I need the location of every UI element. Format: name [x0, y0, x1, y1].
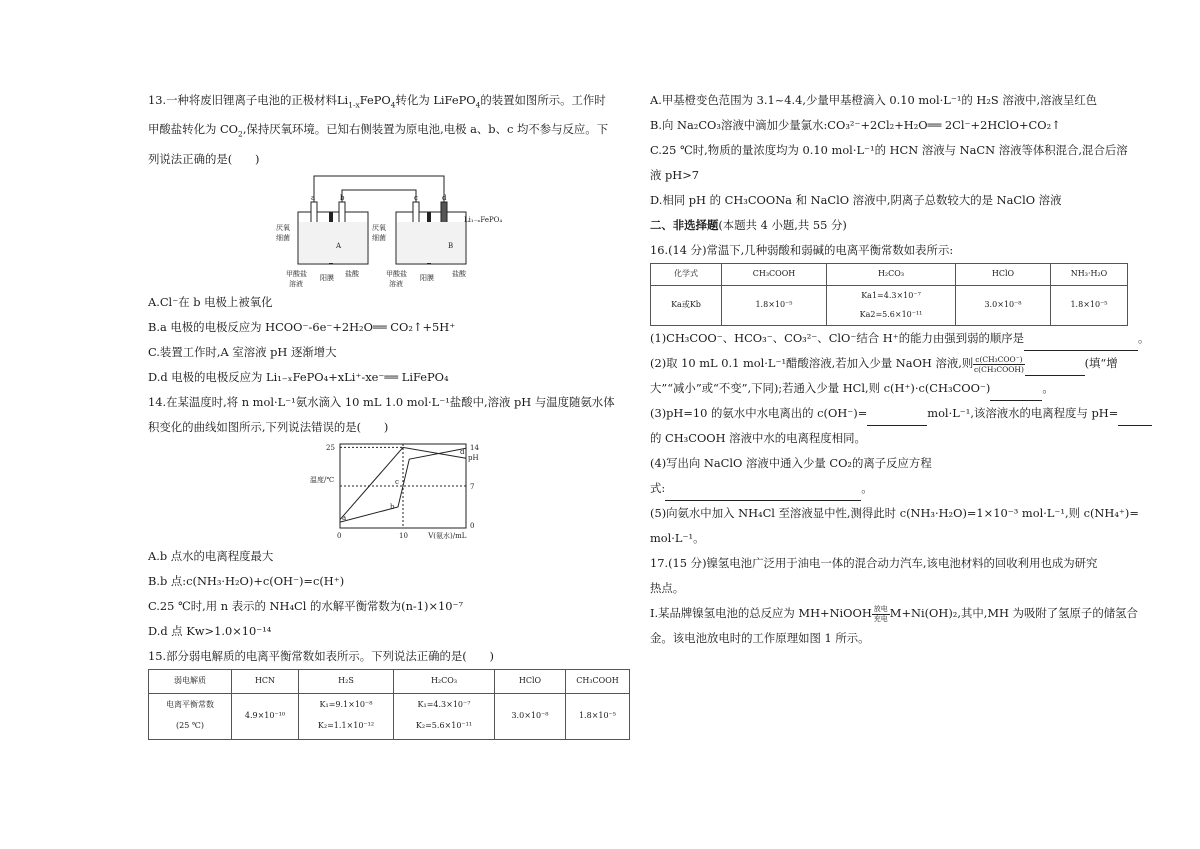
- q13-stem-line1: [148, 88, 634, 117]
- x-axis-label: V(氨水)/mL: [428, 531, 467, 540]
- right-tick-label: 14: [470, 443, 479, 452]
- right-column: [650, 88, 1150, 651]
- section-2-heading: [650, 213, 1128, 238]
- q17-stem-line1: 17.(15 分)镍氢电池广泛用于油电一体的混合动力汽车,该电池材料的回收利用也成为研究: [650, 556, 1098, 570]
- q16-part1-text: (1)CH₃COO⁻、HCO₃⁻、CO₃²⁻、ClO⁻结合 H⁺的能力由强到弱的顺序是: [650, 331, 1025, 345]
- q16-blank-2[interactable]: [1025, 363, 1085, 376]
- q16-part4-line2: [650, 476, 1128, 501]
- q16-part3-line1: [650, 401, 1128, 426]
- right-microbe-label2: 细菌: [372, 233, 386, 242]
- q15-cell-h2co3: [394, 693, 495, 739]
- q15-row-label-1: 电离平衡常数: [166, 700, 214, 710]
- q15-h2co3-k1: K₁=4.3×10⁻⁷: [417, 700, 471, 710]
- left-microbe-label: 厌氧: [276, 223, 290, 232]
- q15-option-b: B.向 Na₂CO₃溶液中滴加少量氯水:CO₃²⁻+2Cl₂+H₂O══ 2Cl⁻+2HClO+CO₂↑: [650, 118, 1061, 132]
- q13-option-c: C.装置工作时,A 室溶液 pH 逐渐增大: [148, 344, 337, 359]
- q15-cell-hclo: 3.0×10⁻⁸: [495, 693, 566, 739]
- q15-cell-h2s: [299, 693, 394, 739]
- q16-cell-ch3cooh: 1.8×10⁻⁵: [722, 286, 827, 326]
- q15-cell-hcn: 4.9×10⁻¹⁰: [232, 693, 299, 739]
- q16-row-label: Ka或Kb: [651, 286, 722, 326]
- q16-fraction: [973, 355, 1024, 374]
- q16-part3-text-b: mol·L⁻¹,该溶液水的电离程度与 pH=: [927, 406, 1119, 420]
- reaction-arrow: [872, 605, 890, 624]
- bottom-right-1: 甲酸盐: [386, 269, 407, 278]
- q17-part1-text: Ⅰ.某品牌镍氢电池的总反应为 MH+NiOOH: [650, 606, 872, 620]
- q14-option-d: D.d 点 Kw>1.0×10⁻¹⁴: [148, 623, 272, 638]
- point-label-c: c: [395, 477, 399, 486]
- y-tick-label: 25: [326, 443, 335, 452]
- arrow-discharge-label: 放电: [873, 604, 888, 613]
- q16-h2co3-ka1: Ka1=4.3×10⁻⁷: [861, 290, 921, 300]
- q16-h2co3-ka2: Ka2=5.6×10⁻¹¹: [859, 309, 923, 319]
- q16-part2-text-c: 大”“减小”或“不变”,下同);若通入少量 HCl,则 c(H⁺)·c(CH₃COO⁻): [650, 381, 991, 395]
- q15-header: CH₃COOH: [566, 669, 630, 693]
- bottom-right-3: 盐酸: [452, 269, 466, 278]
- bottom-left-3: 盐酸: [345, 269, 359, 278]
- q16-header: 化学式: [651, 264, 722, 286]
- q14-option-a: A.b 点水的电离程度最大: [148, 548, 274, 563]
- q15-stem: 15.部分弱电解质的电离平衡常数如表所示。下列说法正确的是( ): [148, 648, 494, 663]
- q13-option-a: A.Cl⁻在 b 电极上被氧化: [148, 294, 273, 309]
- q16-part3-text: (3)pH=10 的氨水中水电离出的 c(OH⁻)=: [650, 406, 868, 420]
- q13-sub2: 2: [238, 129, 243, 139]
- q16-part2-text-b: (填“增: [1084, 356, 1118, 370]
- label-d: d: [442, 193, 447, 202]
- q15-row-label-2: (25 ℃): [176, 721, 204, 731]
- q15-option-a: A.甲基橙变色范围为 3.1~4.4,少量甲基橙滴入 0.10 mol·L⁻¹的 H₂S 溶液中,溶液呈红色: [650, 93, 1098, 107]
- bottom-left-1b: 溶液: [289, 279, 303, 288]
- q16-header: NH₃·H₂O: [1051, 264, 1128, 286]
- q15-option-c2: 液 pH>7: [650, 168, 700, 182]
- section-2-title: 二、非选择题: [650, 218, 719, 232]
- q16-part5-line2: mol·L⁻¹。: [650, 531, 705, 545]
- q16-header: HClO: [956, 264, 1051, 286]
- x-tick-label: 0: [337, 531, 342, 540]
- q16-part4-end: 。: [861, 481, 873, 495]
- q16-part2-line1: [650, 351, 1128, 376]
- bottom-left-1: 甲酸盐: [286, 269, 307, 278]
- q16-part2-end: 。: [1042, 381, 1054, 395]
- series-line-ph: [340, 448, 466, 522]
- left-column: [148, 88, 634, 740]
- q16-blank-1[interactable]: [1024, 338, 1138, 351]
- q16-stem: 16.(14 分)常温下,几种弱酸和弱碱的电离平衡常数如表所示:: [650, 243, 954, 257]
- q16-cell-h2co3: [827, 286, 956, 326]
- q16-cell-hclo: 3.0×10⁻⁸: [956, 286, 1051, 326]
- electrolysis-figure: [148, 172, 634, 290]
- y-axis-label: 温度/℃: [310, 475, 335, 484]
- q13-sub4: 4: [390, 100, 396, 110]
- q15-header: HCN: [232, 669, 299, 693]
- right-tick-label: 0: [470, 521, 475, 530]
- section-2-desc: (本题共 4 小题,共 55 分): [718, 218, 847, 232]
- bottom-left-2: 阳膜: [320, 273, 334, 282]
- bottom-right-2: 阳膜: [420, 273, 434, 282]
- right-tick-label: 7: [470, 482, 475, 491]
- point-label-a: a: [342, 513, 347, 522]
- q13-option-d: D.d 电极的电极反应为 Li₁₋ₓFePO₄+xLi⁺-xe⁻══ LiFePO₄: [148, 369, 449, 384]
- label-c: c: [414, 193, 418, 202]
- point-label-b: b: [389, 502, 395, 511]
- q16-part4-text: 式:: [650, 481, 666, 495]
- q13-stem-part: 甲酸盐转化为 CO: [148, 122, 239, 137]
- q14-option-b: B.b 点:c(NH₃·H₂O)+c(OH⁻)=c(H⁺): [148, 573, 345, 588]
- q14-stem-line2: 积变化的曲线如图所示,下列说法错误的是( ): [148, 419, 389, 434]
- q15-h2s-k1: K₁=9.1×10⁻⁸: [319, 700, 373, 710]
- q15-h2co3-k2: K₂=5.6×10⁻¹¹: [415, 721, 473, 731]
- q17-part1-line2: 金。该电池放电时的工作原理如图 1 所示。: [650, 631, 870, 645]
- q15-header: H₂CO₃: [394, 669, 495, 693]
- q15-cell-ch3cooh: 1.8×10⁻⁵: [566, 693, 630, 739]
- q16-cell-nh3: 1.8×10⁻⁵: [1051, 286, 1128, 326]
- q15-option-c1: C.25 ℃时,物质的量浓度均为 0.10 mol·L⁻¹的 HCN 溶液与 NaCN 溶液等体积混合,混合后溶: [650, 143, 1128, 157]
- q16-part5-line1: (5)向氨水中加入 NH₄Cl 至溶液显中性,测得此时 c(NH₃·H₂O)=1×10⁻³ mol·L⁻¹,则 c(NH₄⁺)=: [650, 506, 1139, 520]
- q16-header: H₂CO₃: [827, 264, 956, 286]
- right-axis-label: pH: [468, 453, 479, 462]
- right-microbe-label: 厌氧: [372, 223, 386, 232]
- q14-option-c: C.25 ℃时,用 n 表示的 NH₄Cl 的水解平衡常数为(n-1)×10⁻⁷: [148, 598, 464, 613]
- q16-part3-line2: 的 CH₃COOH 溶液中水的电离程度相同。: [650, 431, 866, 445]
- q13-stem-part: 的装置如图所示。工作时: [480, 93, 606, 107]
- q16-part4-line1: (4)写出向 NaClO 溶液中通入少量 CO₂的离子反应方程: [650, 456, 932, 470]
- q16-part1: [650, 326, 1150, 351]
- fraction-denominator: c(CH₃COOH): [973, 364, 1024, 374]
- q16-blank-6[interactable]: [665, 488, 861, 501]
- label-b: b: [340, 193, 345, 202]
- q16-table: [650, 263, 1128, 326]
- bottom-right-1b: 溶液: [389, 279, 403, 288]
- q13-stem-part: 13.一种将废旧锂离子电池的正极材料Li: [148, 93, 349, 107]
- label-A: A: [336, 241, 342, 250]
- label-a: a: [311, 193, 316, 202]
- q13-stem-part: ,保持厌氧环境。已知右侧装置为原电池,电极 a、b、c 均不参与反应。下: [242, 122, 609, 137]
- q13-stem-line3: 列说法正确的是( ): [148, 151, 260, 166]
- chart-group: [310, 444, 479, 540]
- q15-row-label: [149, 693, 232, 739]
- q15-header: H₂S: [299, 669, 394, 693]
- q17-stem-line2: 热点。: [650, 581, 685, 595]
- q15-header: 弱电解质: [149, 669, 232, 693]
- q16-part2-text: (2)取 10 mL 0.1 mol·L⁻¹醋酸溶液,若加入少量 NaOH 溶液,则: [650, 356, 974, 370]
- q17-part1-text-b: M+Ni(OH)₂,其中,MH 为吸附了氢原子的储氢合: [889, 606, 1138, 620]
- q13-stem-part: FePO: [359, 93, 391, 107]
- q16-part1-end: 。: [1138, 331, 1150, 345]
- q13-stem-part: 转化为 LiFePO: [395, 93, 476, 107]
- q16-part2-line2: [650, 376, 1128, 401]
- q17-part1-line1: [650, 601, 1138, 626]
- arrow-charge-label: 充电: [873, 614, 888, 623]
- q15-header: HClO: [495, 669, 566, 693]
- left-microbe-label2: 细菌: [276, 233, 290, 242]
- q16-blank-5[interactable]: [1118, 413, 1152, 426]
- fraction-numerator: c(CH₃COO⁻): [975, 354, 1023, 364]
- q14-stem-line1: 14.在某温度时,将 n mol·L⁻¹氨水滴入 10 mL 1.0 mol·L⁻¹盐酸中,溶液 pH 与温度随氨水体: [148, 394, 615, 409]
- titration-chart: [148, 440, 634, 544]
- q13-sub: 1-x: [348, 100, 360, 110]
- q16-header: CH₃COOH: [722, 264, 827, 286]
- q16-blank-4[interactable]: [867, 413, 927, 426]
- q13-sub4b: 4: [475, 100, 481, 110]
- q13-stem-line2: [148, 117, 634, 146]
- q16-blank-3[interactable]: [990, 388, 1042, 401]
- q15-h2s-k2: K₂=1.1×10⁻¹²: [317, 721, 375, 731]
- point-label-d: d: [460, 447, 465, 456]
- q15-option-d: D.相同 pH 的 CH₃COONa 和 NaClO 溶液中,阴离子总数较大的是 NaClO 溶液: [650, 193, 1062, 207]
- label-B: B: [448, 241, 454, 250]
- electrode-d-label: Li₁₋ₓFePO₄: [464, 215, 503, 224]
- x-tick-label: 10: [399, 531, 408, 540]
- q15-table: [148, 669, 630, 740]
- q13-option-b: B.a 电极的电极反应为 HCOO⁻-6e⁻+2H₂O══ CO₂↑+5H⁺: [148, 319, 456, 334]
